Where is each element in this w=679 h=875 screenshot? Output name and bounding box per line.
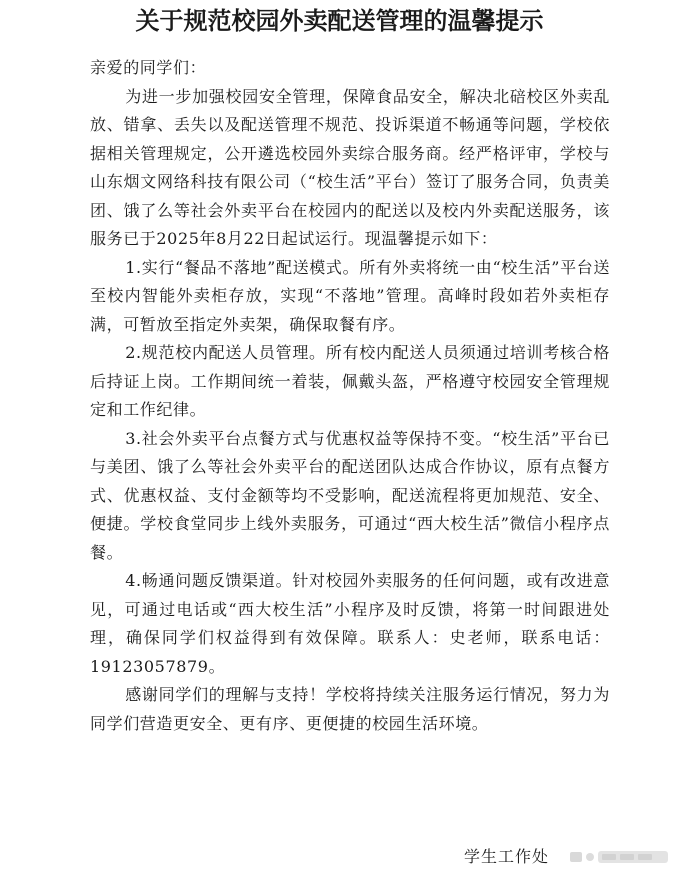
document-title: 关于规范校园外卖配送管理的温馨提示 [135,6,544,35]
watermark-icon [568,847,672,867]
intro-paragraph: 为进一步加强校园安全管理，保障食品安全，解决北碚校区外卖乱放、错拿、丢失以及配送管理不规范、投诉渠道不畅通等问题，学校依据相关管理规定，公开遴选校园外卖综合服务商。经严格评审，学校与山东烟文网络科技有限公司（“校生活”平台）签订了服务合同，负责美团、饿了么等社会外卖平台在校园内的配送以及校内外卖配送服务，该服务已于2025年8月22日起试运行。现温馨提示如下： [90,86,610,248]
greeting: 亲爱的同学们： [90,58,207,77]
document-body [90,54,610,738]
item-paragraph-1: 1.实行“餐品不落地”配送模式。所有外卖将统一由“校生活”平台送至校内智能外卖柜存放，实现“不落地”管理。高峰时段如若外卖柜存满，可暂放至指定外卖架，确保取餐有序。 [90,257,610,334]
item-paragraph-2: 2.规范校内配送人员管理。所有校内配送人员须通过培训考核合格后持证上岗。工作期间统一着装，佩戴头盔，严格遵守校园安全管理规定和工作纪律。 [90,343,610,419]
signature: 学生工作处 [464,847,550,866]
item-paragraph-3: 3.社会外卖平台点餐方式与优惠权益等保持不变。“校生活”平台已与美团、饿了么等社会外卖平台的配送团队达成合作协议，原有点餐方式、优惠权益、支付金额等均不受影响，配送流程将更加规范、安全、便捷。学校食堂同步上线外卖服务，可通过“西大校生活”微信小程序点餐。 [90,428,610,562]
closing-paragraph: 感谢同学们的理解与支持！学校将持续关注服务运行情况，努力为同学们营造更安全、更有序、更便捷的校园生活环境。 [90,685,610,733]
item-paragraph-4: 4.畅通问题反馈渠道。针对校园外卖服务的任何问题，或有改进意见，可通过电话或“西大校生活”小程序及时反馈，将第一时间跟进处理，确保同学们权益得到有效保障。联系人：史老师，联系电话：19123057879。 [90,571,610,676]
